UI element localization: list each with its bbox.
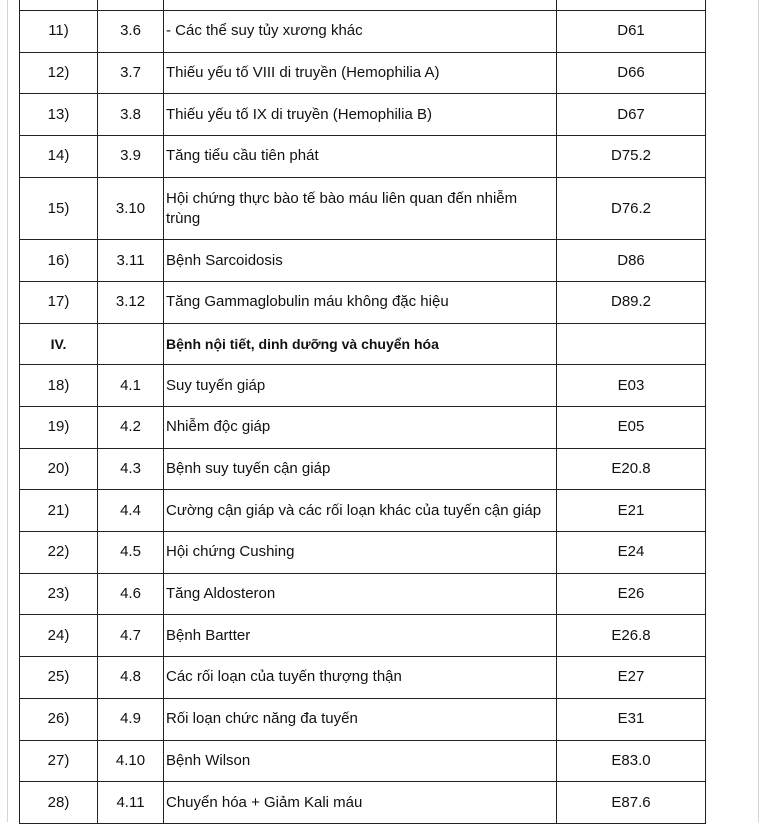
table-row [20,136,706,178]
row-number: 19) [20,407,98,449]
table-row [20,11,706,53]
icd-code: E26 [557,573,706,615]
icd-code: E21 [557,490,706,532]
item-code: 3.11 [98,240,164,282]
item-code: 4.2 [98,407,164,449]
table-row [20,532,706,574]
icd-code: D76.2 [557,177,706,240]
table-row [20,240,706,282]
item-code [98,323,164,365]
icd-code [557,323,706,365]
item-code: 4.3 [98,448,164,490]
row-number: 22) [20,532,98,574]
disease-code-table [19,0,706,824]
item-code: 4.7 [98,615,164,657]
item-code: 4.6 [98,573,164,615]
table-row [20,698,706,740]
table-row [20,573,706,615]
disease-name: Cường cận giáp và các rối loạn khác của tuyến cận giáp [164,490,557,532]
table-row [20,281,706,323]
disease-name: Suy tuyến giáp [164,365,557,407]
item-code: 4.8 [98,657,164,699]
icd-code: E05 [557,407,706,449]
disease-name: Hội chứng Cushing [164,532,557,574]
table-row [20,177,706,240]
row-number: 17) [20,281,98,323]
icd-code: E27 [557,657,706,699]
icd-code [557,0,706,11]
table-row [20,490,706,532]
disease-name: Chuyển hóa + Giảm Kali máu [164,782,557,824]
row-number: 24) [20,615,98,657]
row-number: 25) [20,657,98,699]
table-row [20,365,706,407]
icd-code: E31 [557,698,706,740]
table-row [20,407,706,449]
row-number: 21) [20,490,98,532]
icd-code: D89.2 [557,281,706,323]
disease-name: Bệnh suy tuyến cận giáp [164,448,557,490]
icd-code: E03 [557,365,706,407]
row-number: 23) [20,573,98,615]
table-row [20,0,706,11]
section-header-row [20,323,706,365]
row-number: 20) [20,448,98,490]
icd-code: D61 [557,11,706,53]
disease-name: - Các thể suy tủy xương khác [164,11,557,53]
icd-code: D75.2 [557,136,706,178]
item-code: 3.8 [98,94,164,136]
row-number: 26) [20,698,98,740]
icd-code: D66 [557,52,706,94]
item-code: 4.10 [98,740,164,782]
section-title: Bệnh nội tiết, dinh dưỡng và chuyển hóa [164,323,557,365]
table-row [20,52,706,94]
row-number: 12) [20,52,98,94]
item-code: 3.7 [98,52,164,94]
item-code: 3.9 [98,136,164,178]
disease-name: Thiếu yếu tố VIII di truyền (Hemophilia A) [164,52,557,94]
disease-name: Tăng Aldosteron [164,573,557,615]
table-row [20,782,706,824]
disease-name: Nhiễm độc giáp [164,407,557,449]
page-left-border [7,0,8,822]
icd-code: D67 [557,94,706,136]
table-row [20,448,706,490]
disease-name: Thiếu yếu tố IX di truyền (Hemophilia B) [164,94,557,136]
row-number: 18) [20,365,98,407]
table-row [20,94,706,136]
icd-code: D86 [557,240,706,282]
row-number: 28) [20,782,98,824]
disease-name: Tăng tiểu cầu tiên phát [164,136,557,178]
row-number: 11) [20,11,98,53]
row-number: 14) [20,136,98,178]
disease-name: Rối loạn chức năng đa tuyến [164,698,557,740]
table-row [20,740,706,782]
item-code: 3.6 [98,11,164,53]
item-code: 4.1 [98,365,164,407]
disease-name: Bệnh Wilson [164,740,557,782]
item-code [98,0,164,11]
disease-name: Hội chứng thực bào tế bào máu liên quan đến nhiễm trùng [164,177,557,240]
disease-name: Bệnh Bartter [164,615,557,657]
disease-name: Tăng Gammaglobulin máu không đặc hiệu [164,281,557,323]
icd-code: E20.8 [557,448,706,490]
row-number: 27) [20,740,98,782]
item-code: 4.4 [98,490,164,532]
row-number: 13) [20,94,98,136]
table-row [20,615,706,657]
row-number: 16) [20,240,98,282]
section-number: IV. [20,323,98,365]
disease-name: Bệnh Sarcoidosis [164,240,557,282]
item-code: 4.5 [98,532,164,574]
icd-code: E87.6 [557,782,706,824]
disease-name: Các rối loạn của tuyến thượng thận [164,657,557,699]
item-code: 3.10 [98,177,164,240]
item-code: 3.12 [98,281,164,323]
row-number [20,0,98,11]
table-row [20,657,706,699]
icd-code: E24 [557,532,706,574]
icd-code: E83.0 [557,740,706,782]
item-code: 4.11 [98,782,164,824]
disease-name [164,0,557,11]
row-number: 15) [20,177,98,240]
item-code: 4.9 [98,698,164,740]
page-right-border [758,0,759,822]
icd-code: E26.8 [557,615,706,657]
